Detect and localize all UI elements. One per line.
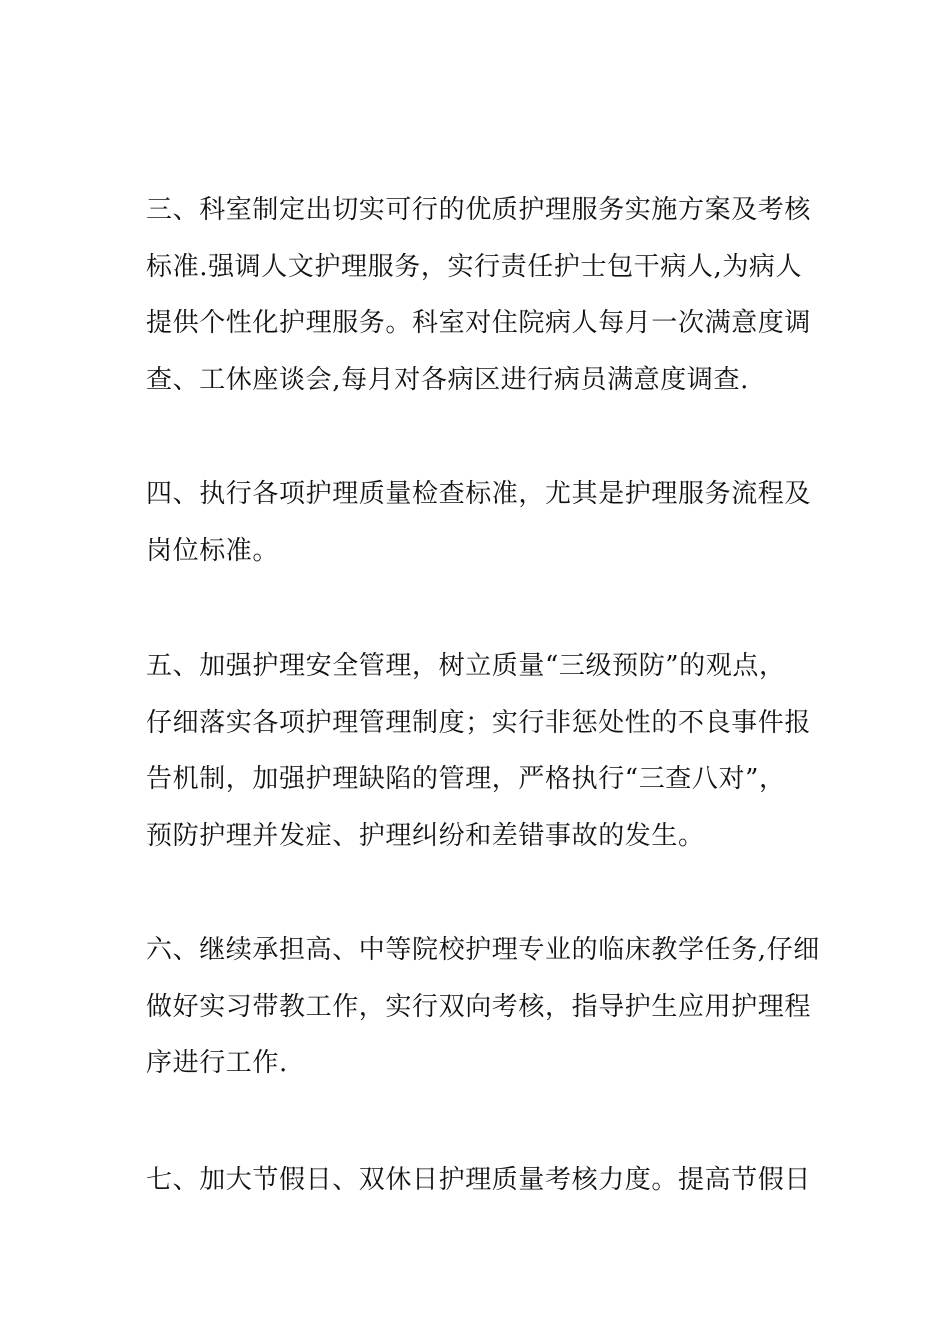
paragraph-line: 仔细落实各项护理管理制度；实行非惩处性的不良事件报 [146,707,812,738]
paragraph-5-safety-management [146,638,816,864]
paragraph-line: 七、加大节假日、双休日护理质量考核力度。提高节假日 [146,1165,812,1195]
paragraph-6-clinical-teaching [146,922,820,1092]
paragraph-line: 做好实习带教工作，实行双向考核，指导护生应用护理程 [146,991,812,1022]
paragraph-3-quality-service [146,182,816,408]
paragraph-line: 提供个性化护理服务。科室对住院病人每月一次满意度调 [146,308,812,338]
paragraph-line: 标准.强调人文护理服务，实行责任护士包干病人,为病人 [146,251,803,282]
paragraph-line: 岗位标准。 [146,535,280,566]
paragraph-line: 三、科室制定出切实可行的优质护理服务实施方案及考核 [146,195,812,225]
paragraph-line: 序进行工作. [146,1048,288,1078]
paragraph-line: 预防护理并发症、护理纠纷和差错事故的发生。 [146,820,705,851]
paragraph-line: 四、执行各项护理质量检查标准，尤其是护理服务流程及 [146,479,812,509]
paragraph-line: 查、工休座谈会,每月对各病区进行病员满意度调查. [146,364,749,395]
paragraph-line: 告机制，加强护理缺陷的管理，严格执行“三查八对”， [146,764,786,794]
paragraph-4-quality-standards [146,466,816,579]
paragraph-line: 六、继续承担高、中等院校护理专业的临床教学任务,仔细 [146,935,820,965]
paragraph-line: 五、加强护理安全管理，树立质量“三级预防”的观点， [146,651,786,681]
paragraph-7-holiday-assessment [146,1152,816,1209]
